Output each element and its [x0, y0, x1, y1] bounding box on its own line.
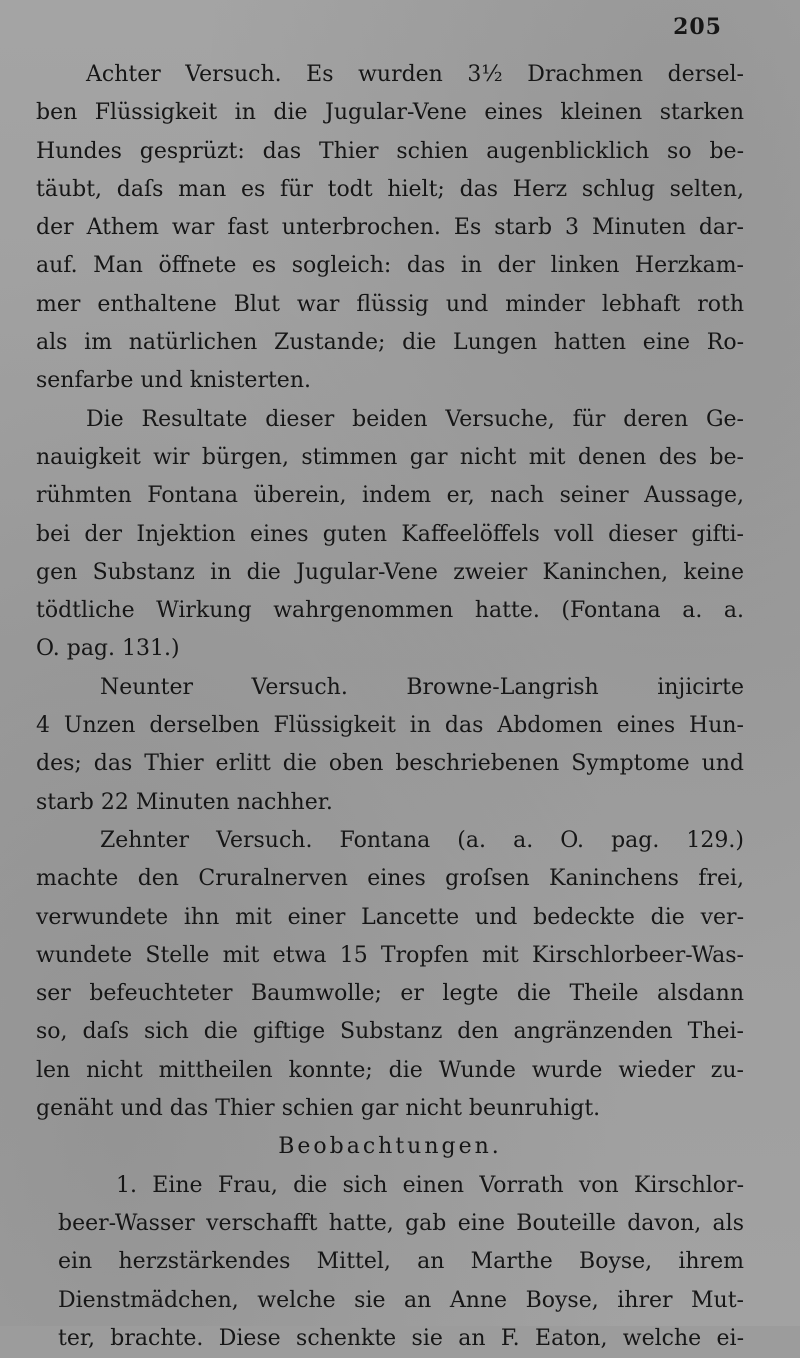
text-line: verwundete ihn mit einer Lancette und bedeckte die ver- — [36, 904, 744, 930]
text-line: O. pag. 131.) — [36, 636, 180, 662]
text-line: Dienstmädchen, welche sie an Anne Boyse, ihrer Mut- — [58, 1287, 744, 1313]
text-line: rühmten Fontana überein, indem er, nach seiner Aussage, — [36, 483, 744, 509]
text-line: beer-Wasser verschafft hatte, gab eine Bouteille davon, als — [58, 1210, 744, 1236]
text-line: starb 22 Minuten nachher. — [36, 789, 333, 815]
text-line: tödtliche Wirkung wahrgenommen hatte. (Fontana a. a. — [36, 598, 744, 624]
text-line: genäht und das Thier schien gar nicht beunruhigt. — [36, 1096, 601, 1122]
text-line: des; das Thier erlitt die oben beschriebenen Symptome und — [36, 751, 744, 777]
text-line: ter, brachte. Diese schenkte sie an F. Eaton, welche ei- — [58, 1325, 744, 1351]
text-line: senfarbe und knisterten. — [36, 368, 311, 394]
text-line: Neunter Versuch. Browne-Langrish injicirte — [100, 674, 744, 700]
text-line: so, daſs sich die giftige Substanz den angränzenden Thei- — [36, 1019, 744, 1045]
text-block — [36, 56, 744, 1358]
text-line: ben Flüssigkeit in die Jugular-Vene eines kleinen starken — [36, 100, 744, 126]
text-line: auf. Man öffnete es sogleich: das in der linken Herzkam- — [36, 253, 744, 279]
text-line: Die Resultate dieser beiden Versuche, für deren Ge- — [86, 406, 744, 432]
text-line: mer enthaltene Blut war flüssig und minder lebhaft roth — [36, 291, 744, 317]
text-line: gen Substanz in die Jugular-Vene zweier Kaninchen, keine — [36, 559, 744, 585]
text-line: len nicht mittheilen konnte; die Wunde wurde wieder zu- — [36, 1057, 744, 1083]
text-line: Zehnter Versuch. Fontana (a. a. O. pag. 129.) — [100, 827, 744, 853]
text-line: täubt, daſs man es für todt hielt; das Herz schlug selten, — [36, 176, 744, 202]
text-line: Hundes gesprüzt: das Thier schien augenblicklich so be- — [36, 138, 744, 164]
text-line: machte den Cruralnerven eines groſsen Kaninchens frei, — [36, 866, 744, 892]
text-line: 4 Unzen derselben Flüssigkeit in das Abdomen eines Hun- — [36, 713, 744, 739]
text-line: Achter Versuch. Es wurden 3½ Drachmen dersel- — [86, 62, 744, 87]
page-number: 205 — [673, 14, 722, 40]
text-line: ein herzstärkendes Mittel, an Marthe Boyse, ihrem — [58, 1249, 744, 1275]
text-line: ser befeuchteter Baumwolle; er legte die Theile alsdann — [36, 981, 744, 1007]
section-heading: Beobachtungen. — [278, 1134, 502, 1160]
text-line: bei der Injektion eines guten Kaffeelöffels voll dieser gifti- — [36, 521, 744, 547]
text-line: wundete Stelle mit etwa 15 Tropfen mit Kirschlorbeer-Was- — [36, 942, 744, 968]
text-line: nauigkeit wir bürgen, stimmen gar nicht mit denen des be- — [36, 444, 744, 470]
text-line: als im natürlichen Zustande; die Lungen hatten eine Ro- — [36, 330, 744, 356]
text-line: der Athem war fast unterbrochen. Es starb 3 Minuten dar- — [36, 215, 744, 241]
text-line: 1. Eine Frau, die sich einen Vorrath von Kirschlor- — [116, 1172, 744, 1198]
